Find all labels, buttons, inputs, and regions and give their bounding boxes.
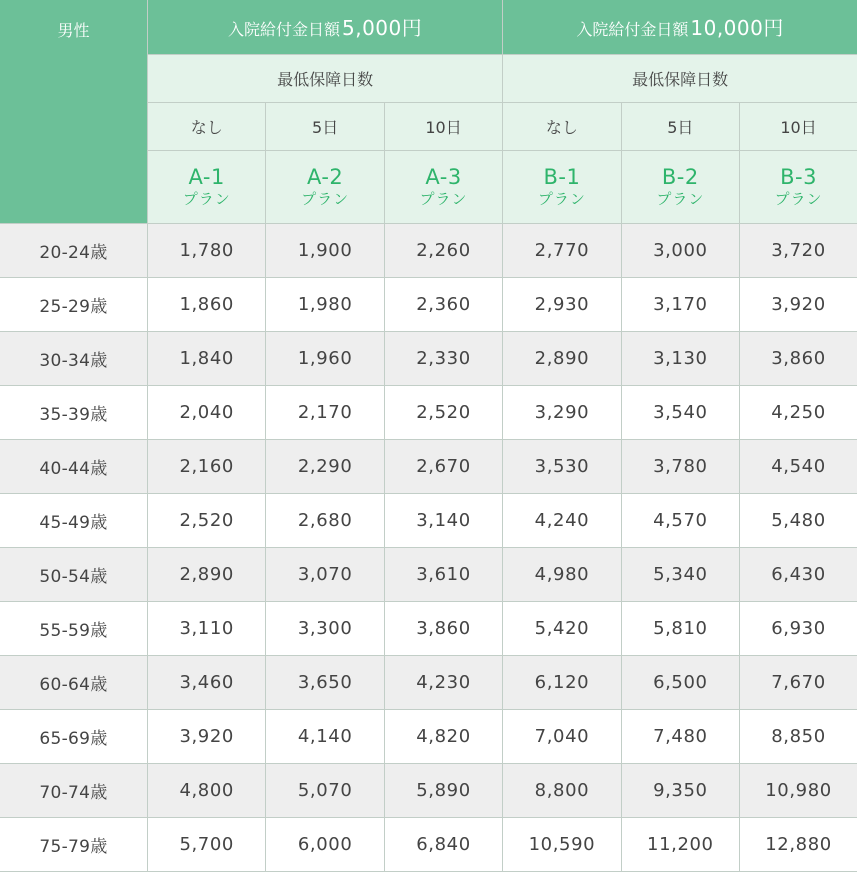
premium-cell: 8,800 bbox=[503, 763, 621, 817]
premium-cell: 6,000 bbox=[266, 817, 384, 871]
table-row bbox=[0, 493, 857, 547]
premium-cell: 5,070 bbox=[266, 763, 384, 817]
days-header: なし bbox=[148, 102, 266, 150]
plan-word: プラン bbox=[537, 189, 586, 208]
premium-cell: 2,330 bbox=[384, 331, 502, 385]
premium-cell: 3,070 bbox=[266, 547, 384, 601]
premium-cell: 3,920 bbox=[148, 709, 266, 763]
subheader-a: 最低保障日数 bbox=[148, 54, 503, 102]
table-row bbox=[0, 547, 857, 601]
plan-code: B-1 bbox=[543, 164, 581, 189]
premium-cell: 5,810 bbox=[621, 601, 739, 655]
premium-cell: 1,780 bbox=[148, 223, 266, 277]
premium-cell: 3,540 bbox=[621, 385, 739, 439]
premium-cell: 4,540 bbox=[740, 439, 857, 493]
table-body bbox=[0, 223, 857, 871]
age-range-cell: 55-59歳 bbox=[0, 601, 148, 655]
group-label: 入院給付金日額 bbox=[576, 20, 689, 40]
premium-cell: 2,930 bbox=[503, 277, 621, 331]
premium-cell: 2,890 bbox=[148, 547, 266, 601]
premium-cell: 4,240 bbox=[503, 493, 621, 547]
premium-cell: 3,530 bbox=[503, 439, 621, 493]
premium-cell: 6,930 bbox=[740, 601, 857, 655]
premium-cell: 3,460 bbox=[148, 655, 266, 709]
premium-cell: 1,900 bbox=[266, 223, 384, 277]
age-range-cell: 20-24歳 bbox=[0, 223, 148, 277]
plan-header bbox=[148, 150, 266, 223]
premium-cell: 6,120 bbox=[503, 655, 621, 709]
premium-cell: 2,040 bbox=[148, 385, 266, 439]
age-range-cell: 70-74歳 bbox=[0, 763, 148, 817]
plan-word: プラン bbox=[182, 189, 231, 208]
premium-cell: 1,860 bbox=[148, 277, 266, 331]
days-header: 5日 bbox=[621, 102, 739, 150]
premium-cell: 10,590 bbox=[503, 817, 621, 871]
premium-cell: 3,290 bbox=[503, 385, 621, 439]
table-row bbox=[0, 385, 857, 439]
age-range-cell: 25-29歳 bbox=[0, 277, 148, 331]
days-header: 5日 bbox=[266, 102, 384, 150]
premium-cell: 3,720 bbox=[740, 223, 857, 277]
premium-cell: 7,670 bbox=[740, 655, 857, 709]
age-range-cell: 40-44歳 bbox=[0, 439, 148, 493]
premium-cell: 2,290 bbox=[266, 439, 384, 493]
premium-cell: 10,980 bbox=[740, 763, 857, 817]
premium-cell: 3,000 bbox=[621, 223, 739, 277]
premium-cell: 5,700 bbox=[148, 817, 266, 871]
table-row bbox=[0, 817, 857, 871]
group-header-a bbox=[148, 0, 503, 54]
premium-cell: 11,200 bbox=[621, 817, 739, 871]
plan-header bbox=[621, 150, 739, 223]
plan-code: B-3 bbox=[780, 164, 817, 189]
premium-cell: 3,780 bbox=[621, 439, 739, 493]
age-range-cell: 50-54歳 bbox=[0, 547, 148, 601]
table-row bbox=[0, 223, 857, 277]
plan-code: A-1 bbox=[188, 164, 225, 189]
table-row bbox=[0, 655, 857, 709]
premium-cell: 4,980 bbox=[503, 547, 621, 601]
plan-header bbox=[384, 150, 502, 223]
plan-word: プラン bbox=[301, 189, 350, 208]
premium-cell: 3,170 bbox=[621, 277, 739, 331]
table-row bbox=[0, 439, 857, 493]
premium-cell: 2,160 bbox=[148, 439, 266, 493]
plan-code: A-3 bbox=[425, 164, 462, 189]
group-label: 入院給付金日額 bbox=[227, 20, 340, 40]
premium-cell: 4,800 bbox=[148, 763, 266, 817]
premium-cell: 12,880 bbox=[740, 817, 857, 871]
gender-header: 男性 bbox=[0, 0, 148, 223]
premium-cell: 6,430 bbox=[740, 547, 857, 601]
premium-cell: 3,860 bbox=[384, 601, 502, 655]
table-header bbox=[0, 0, 857, 223]
age-range-cell: 35-39歳 bbox=[0, 385, 148, 439]
premium-cell: 3,300 bbox=[266, 601, 384, 655]
table-row bbox=[0, 277, 857, 331]
premium-cell: 2,360 bbox=[384, 277, 502, 331]
days-header: 10日 bbox=[740, 102, 857, 150]
subheader-b: 最低保障日数 bbox=[503, 54, 857, 102]
premium-cell: 4,250 bbox=[740, 385, 857, 439]
premium-cell: 2,890 bbox=[503, 331, 621, 385]
plan-header bbox=[503, 150, 621, 223]
age-range-cell: 75-79歳 bbox=[0, 817, 148, 871]
premium-cell: 3,130 bbox=[621, 331, 739, 385]
premium-cell: 5,420 bbox=[503, 601, 621, 655]
premium-cell: 7,040 bbox=[503, 709, 621, 763]
premium-cell: 3,650 bbox=[266, 655, 384, 709]
table-row bbox=[0, 763, 857, 817]
plan-word: プラン bbox=[419, 189, 468, 208]
premium-cell: 2,170 bbox=[266, 385, 384, 439]
premium-cell: 5,480 bbox=[740, 493, 857, 547]
age-range-cell: 60-64歳 bbox=[0, 655, 148, 709]
table-row bbox=[0, 331, 857, 385]
premium-cell: 2,680 bbox=[266, 493, 384, 547]
plan-header bbox=[266, 150, 384, 223]
plan-header bbox=[740, 150, 857, 223]
group-header-b bbox=[503, 0, 857, 54]
plan-word: プラン bbox=[656, 189, 705, 208]
premium-cell: 3,920 bbox=[740, 277, 857, 331]
premium-cell: 4,140 bbox=[266, 709, 384, 763]
days-header: なし bbox=[503, 102, 621, 150]
age-range-cell: 30-34歳 bbox=[0, 331, 148, 385]
plan-word: プラン bbox=[774, 189, 823, 208]
premium-cell: 3,110 bbox=[148, 601, 266, 655]
premium-cell: 2,670 bbox=[384, 439, 502, 493]
premium-cell: 6,500 bbox=[621, 655, 739, 709]
premium-cell: 3,610 bbox=[384, 547, 502, 601]
premium-cell: 1,960 bbox=[266, 331, 384, 385]
premium-cell: 4,230 bbox=[384, 655, 502, 709]
premium-cell: 3,140 bbox=[384, 493, 502, 547]
days-header: 10日 bbox=[384, 102, 502, 150]
group-amount: 10,000円 bbox=[690, 16, 784, 41]
premium-cell: 4,820 bbox=[384, 709, 502, 763]
group-amount: 5,000円 bbox=[341, 16, 423, 41]
age-range-cell: 45-49歳 bbox=[0, 493, 148, 547]
table-row bbox=[0, 709, 857, 763]
premium-cell: 2,260 bbox=[384, 223, 502, 277]
premium-cell: 5,340 bbox=[621, 547, 739, 601]
premium-cell: 2,520 bbox=[384, 385, 502, 439]
table-row bbox=[0, 601, 857, 655]
premium-cell: 1,980 bbox=[266, 277, 384, 331]
age-range-cell: 65-69歳 bbox=[0, 709, 148, 763]
premium-cell: 8,850 bbox=[740, 709, 857, 763]
premium-cell: 3,860 bbox=[740, 331, 857, 385]
premium-cell: 2,520 bbox=[148, 493, 266, 547]
premium-cell: 5,890 bbox=[384, 763, 502, 817]
premium-cell: 7,480 bbox=[621, 709, 739, 763]
premium-cell: 9,350 bbox=[621, 763, 739, 817]
premium-cell: 1,840 bbox=[148, 331, 266, 385]
premium-cell: 2,770 bbox=[503, 223, 621, 277]
plan-code: B-2 bbox=[661, 164, 699, 189]
plan-code: A-2 bbox=[306, 164, 344, 189]
premium-cell: 6,840 bbox=[384, 817, 502, 871]
premium-cell: 4,570 bbox=[621, 493, 739, 547]
